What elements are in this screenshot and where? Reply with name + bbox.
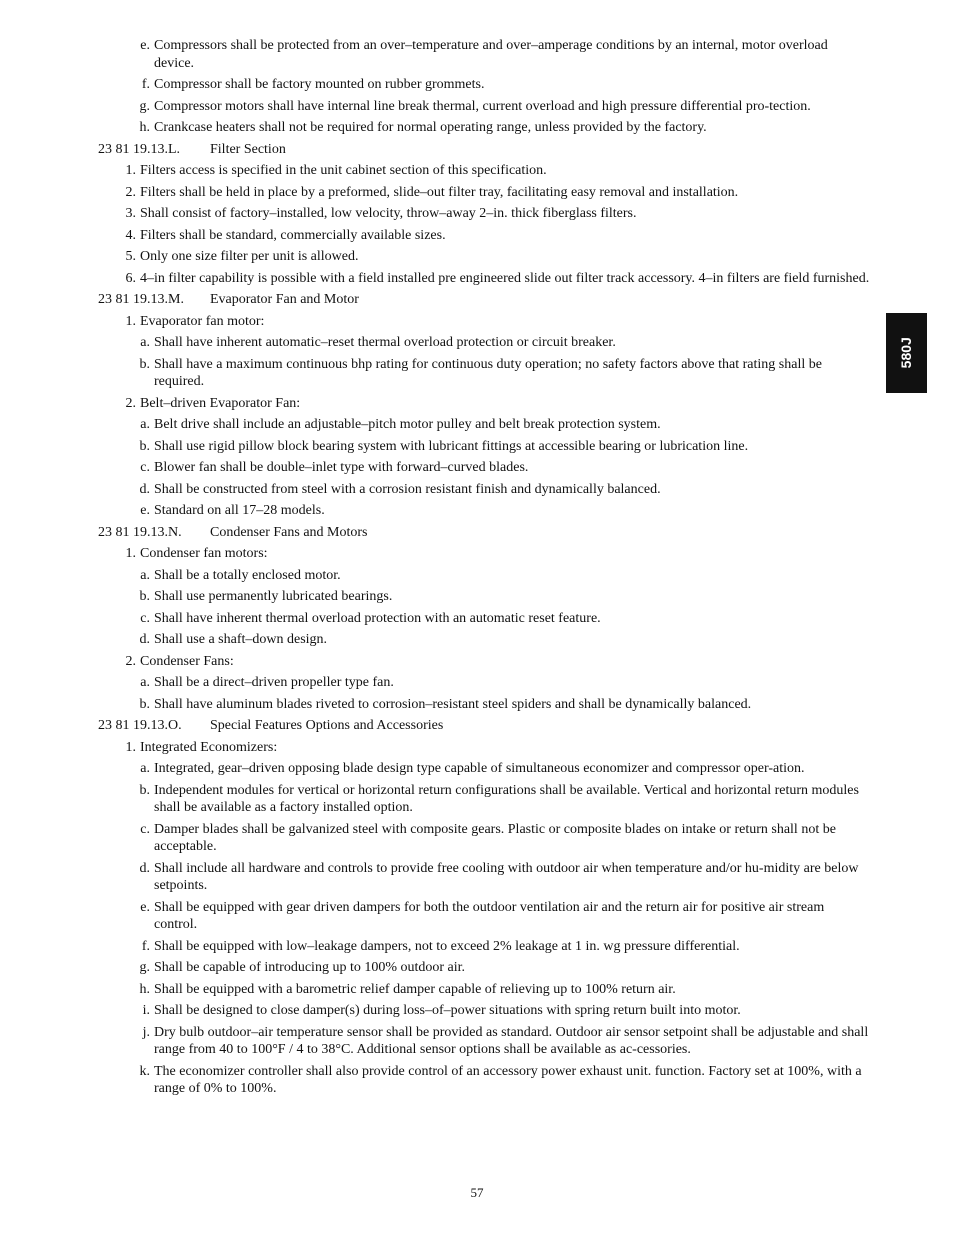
section-title: Condenser Fans and Motors bbox=[210, 524, 368, 540]
lettered-item bbox=[0, 438, 954, 456]
item-text: Shall use a shaft–down design. bbox=[154, 632, 328, 647]
item-marker: g. bbox=[139, 960, 150, 975]
item-text: Dry bulb outdoor–air temperature sensor shall be provided as standard. Outdoor air sensor setpoint shall be adjustable and shall range from 40 to 100°F / 4 to 38°C. Additional sensor options shall be available as ac-cessories. bbox=[154, 1024, 869, 1057]
section-code: 23 81 19.13.N. bbox=[98, 524, 182, 540]
item-text: 4–in filter capability is possible with a field installed pre engineered slide out filter track accessory. 4–in filters are field furnished. bbox=[140, 270, 870, 286]
numbered-item bbox=[0, 227, 954, 245]
item-marker: a. bbox=[140, 761, 150, 776]
lettered-item bbox=[0, 1002, 954, 1020]
item-text: Independent modules for vertical or horizontal return configurations shall be available. Vertical and horizontal return modules shall be available as a factory installed option. bbox=[154, 782, 859, 815]
lettered-item bbox=[0, 821, 954, 856]
item-text: Belt–driven Evaporator Fan: bbox=[140, 395, 301, 411]
item-text: Filters shall be standard, commercially available sizes. bbox=[140, 227, 446, 243]
lettered-item bbox=[0, 631, 954, 649]
lettered-item bbox=[0, 98, 954, 116]
section-title: Special Features Options and Accessories bbox=[210, 718, 444, 733]
item-text: Shall use rigid pillow block bearing system with lubricant fittings at accessible bearing or lubrication line. bbox=[154, 438, 749, 454]
lettered-item bbox=[0, 899, 954, 934]
item-marker: 1. bbox=[125, 546, 136, 561]
item-marker: b. bbox=[139, 782, 150, 798]
lettered-item bbox=[0, 37, 954, 72]
item-text: Crankcase heaters shall not be required for normal operating range, unless provided by the factory. bbox=[154, 120, 707, 135]
lettered-item bbox=[0, 860, 954, 895]
side-tab-label: 580J bbox=[897, 337, 914, 369]
item-text: Evaporator fan motor: bbox=[140, 313, 265, 329]
item-marker: a. bbox=[140, 417, 150, 432]
item-marker: 6. bbox=[125, 270, 136, 286]
section-heading bbox=[0, 291, 954, 309]
numbered-item bbox=[0, 653, 954, 671]
item-text: Condenser Fans: bbox=[140, 653, 234, 669]
lettered-item bbox=[0, 76, 954, 94]
section-heading bbox=[0, 717, 954, 735]
lettered-item bbox=[0, 334, 954, 352]
item-text: Damper blades shall be galvanized steel with composite gears. Plastic or composite blades on intake or return shall not be acceptable. bbox=[154, 821, 836, 854]
numbered-item bbox=[0, 205, 954, 223]
item-marker: 5. bbox=[125, 249, 136, 264]
item-marker: e. bbox=[140, 899, 150, 915]
lettered-item bbox=[0, 459, 954, 477]
item-marker: d. bbox=[139, 860, 150, 876]
item-marker: e. bbox=[140, 503, 150, 518]
item-text: Shall be a totally enclosed motor. bbox=[154, 567, 341, 583]
numbered-item bbox=[0, 395, 954, 413]
section-code: 23 81 19.13.L. bbox=[98, 141, 181, 157]
item-marker: 2. bbox=[125, 395, 136, 411]
item-text: The economizer controller shall also provide control of an accessory power exhaust unit. function. Factory set at 100%, with a range of 0% to 100%. bbox=[154, 1063, 862, 1096]
lettered-item bbox=[0, 588, 954, 606]
item-marker: c. bbox=[140, 610, 150, 626]
item-text: Blower fan shall be double–inlet type with forward–curved blades. bbox=[154, 460, 529, 475]
page-number: 57 bbox=[470, 1185, 484, 1200]
item-text: Filters shall be held in place by a preformed, slide–out filter tray, facilitating easy removal and installation. bbox=[140, 184, 739, 200]
item-marker: 4. bbox=[125, 227, 136, 243]
item-text: Shall have inherent thermal overload protection with an automatic reset feature. bbox=[154, 610, 601, 626]
item-text: Shall use permanently lubricated bearings. bbox=[154, 589, 393, 604]
numbered-item bbox=[0, 162, 954, 180]
item-text: Compressors shall be protected from an over–temperature and over–amperage conditions by an internal, motor overload device. bbox=[154, 38, 828, 71]
item-text: Integrated Economizers: bbox=[140, 739, 278, 755]
item-text: Shall be equipped with gear driven dampers for both the outdoor ventilation air and the return air for positive air stream control. bbox=[154, 899, 825, 932]
item-text: Shall have inherent automatic–reset thermal overload protection or circuit breaker. bbox=[154, 335, 616, 350]
item-marker: g. bbox=[139, 98, 150, 114]
lettered-item bbox=[0, 1024, 954, 1059]
item-marker: j. bbox=[142, 1024, 150, 1040]
item-marker: b. bbox=[139, 589, 150, 604]
section-code: 23 81 19.13.M. bbox=[98, 292, 184, 307]
lettered-item bbox=[0, 696, 954, 714]
lettered-item bbox=[0, 760, 954, 778]
item-text: Compressor shall be factory mounted on rubber grommets. bbox=[154, 77, 485, 92]
section-heading bbox=[0, 524, 954, 542]
numbered-item bbox=[0, 739, 954, 757]
section-code: 23 81 19.13.O. bbox=[98, 718, 182, 733]
lettered-item bbox=[0, 1063, 954, 1098]
section-heading bbox=[0, 141, 954, 159]
item-marker: c. bbox=[140, 821, 150, 837]
item-text: Shall consist of factory–installed, low velocity, throw–away 2–in. thick fiberglass filters. bbox=[140, 206, 637, 221]
item-text: Only one size filter per unit is allowed. bbox=[140, 249, 359, 264]
item-text: Shall be constructed from steel with a corrosion resistant finish and dynamically balanced. bbox=[154, 481, 661, 497]
lettered-item bbox=[0, 782, 954, 817]
item-marker: 1. bbox=[125, 739, 136, 755]
numbered-item bbox=[0, 545, 954, 563]
item-marker: d. bbox=[139, 632, 150, 647]
item-marker: a. bbox=[140, 335, 150, 350]
section-title: Evaporator Fan and Motor bbox=[210, 292, 359, 307]
item-marker: 2. bbox=[125, 184, 136, 200]
item-marker: 1. bbox=[125, 163, 136, 178]
lettered-item bbox=[0, 981, 954, 999]
item-text: Shall be designed to close damper(s) during loss–of–power situations with spring return built into motor. bbox=[154, 1003, 741, 1018]
lettered-item bbox=[0, 416, 954, 434]
numbered-item bbox=[0, 270, 954, 288]
item-marker: 3. bbox=[125, 206, 136, 221]
numbered-item bbox=[0, 184, 954, 202]
item-marker: h. bbox=[139, 981, 150, 997]
lettered-item bbox=[0, 356, 954, 391]
section-side-tab bbox=[886, 313, 927, 393]
item-marker: a. bbox=[140, 567, 150, 583]
item-marker: b. bbox=[139, 696, 150, 712]
lettered-item bbox=[0, 567, 954, 585]
item-marker: 2. bbox=[125, 653, 136, 669]
item-text: Compressor motors shall have internal line break thermal, current overload and high pressure differential pro-tection. bbox=[154, 98, 811, 114]
item-marker: a. bbox=[140, 675, 150, 690]
item-text: Shall have aluminum blades riveted to corrosion–resistant steel spiders and shall be dynamically balanced. bbox=[154, 696, 752, 712]
item-marker: b. bbox=[139, 356, 150, 372]
item-text: Shall be a direct–driven propeller type fan. bbox=[154, 675, 394, 690]
item-marker: f. bbox=[141, 938, 150, 954]
item-marker: e. bbox=[140, 38, 150, 53]
item-marker: d. bbox=[139, 481, 150, 497]
numbered-item bbox=[0, 248, 954, 266]
item-text: Shall be capable of introducing up to 100% outdoor air. bbox=[154, 960, 466, 975]
item-marker: k. bbox=[139, 1063, 150, 1079]
item-text: Shall be equipped with low–leakage dampers, not to exceed 2% leakage at 1 in. wg pressure differential. bbox=[154, 938, 740, 954]
item-marker: i. bbox=[142, 1003, 150, 1018]
item-marker: c. bbox=[140, 460, 150, 475]
item-marker: h. bbox=[139, 120, 150, 135]
lettered-item bbox=[0, 959, 954, 977]
item-text: Shall have a maximum continuous bhp rating for continuous duty operation; no safety factors above that rating shall be required. bbox=[154, 356, 822, 389]
item-text: Belt drive shall include an adjustable–pitch motor pulley and belt break protection system. bbox=[154, 417, 661, 432]
item-text: Integrated, gear–driven opposing blade design type capable of simultaneous economizer and compressor oper-ation. bbox=[154, 761, 805, 776]
lettered-item bbox=[0, 502, 954, 520]
item-marker: f. bbox=[141, 77, 150, 92]
item-text: Shall include all hardware and controls to provide free cooling with outdoor air when temperature and/or hu-midity are below setpoints. bbox=[154, 860, 859, 893]
lettered-item bbox=[0, 119, 954, 137]
item-marker: 1. bbox=[125, 313, 136, 329]
lettered-item bbox=[0, 481, 954, 499]
lettered-item bbox=[0, 610, 954, 628]
item-text: Standard on all 17–28 models. bbox=[154, 503, 325, 518]
numbered-item bbox=[0, 313, 954, 331]
section-title: Filter Section bbox=[210, 141, 286, 157]
lettered-item bbox=[0, 938, 954, 956]
item-text: Shall be equipped with a barometric relief damper capable of relieving up to 100% return air. bbox=[154, 981, 676, 997]
item-text: Condenser fan motors: bbox=[140, 546, 268, 561]
item-marker: b. bbox=[139, 438, 150, 454]
lettered-item bbox=[0, 674, 954, 692]
item-text: Filters access is specified in the unit cabinet section of this specification. bbox=[140, 163, 547, 178]
document-body bbox=[0, 37, 954, 1102]
